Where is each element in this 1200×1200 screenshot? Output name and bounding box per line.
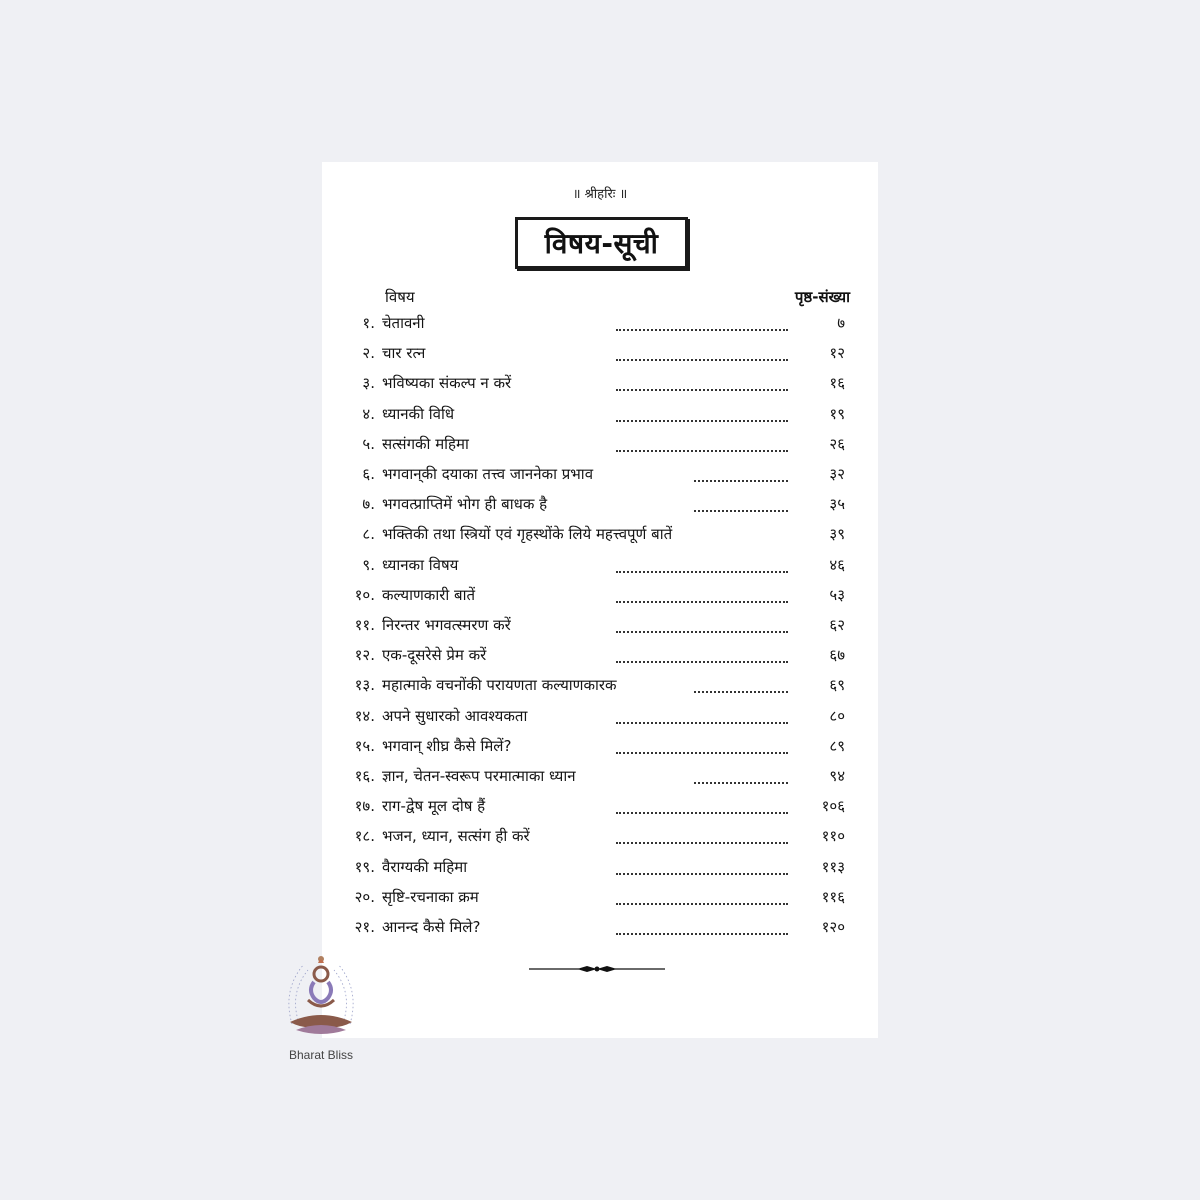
toc-topic: ज्ञान, चेतन-स्वरूप परमात्माका ध्यान [382,767,576,785]
toc-topic: ध्यानकी विधि [382,404,455,423]
toc-number: १३. [354,676,375,695]
divider-ornament [527,962,667,976]
toc-page-number: ६२ [829,616,845,634]
toc-topic: महात्माके वचनोंकी परायणता कल्याणकारक [382,676,617,695]
toc-page-number: ३५ [829,495,845,514]
toc-row [322,494,878,524]
toc-number: ३. [362,374,375,393]
leader-dots [616,315,788,331]
toc-topic: भगवत्प्राप्तिमें भोग ही बाधक है [382,495,548,514]
toc-page-number: ११० [821,827,845,846]
toc-topic: कल्याणकारी बातें [382,585,475,604]
toc-number: १४. [354,706,375,725]
toc-number: १५. [354,736,375,755]
toc-page-number: ८९ [829,736,845,755]
toc-number: २. [362,344,375,363]
toc-page-number: ६९ [829,676,845,695]
book-page [322,162,878,1038]
toc-number: १८. [354,827,375,846]
toc-row [322,343,878,373]
invocation: ॥ श्रीहरिः ॥ [572,187,628,202]
toc-topic: निरन्तर भगवत्स्मरण करें [382,616,511,634]
column-header-topic: विषय [385,288,415,306]
toc-number: ९. [362,555,375,574]
leader-dots [616,406,788,422]
toc-row [322,585,878,615]
toc-topic: चेतावनी [382,314,425,332]
toc-topic: अपने सुधारको आवश्यकता [382,706,528,725]
toc-topic: चार रत्न [382,344,426,363]
toc-number: १२. [354,646,375,665]
toc-page-number: १६ [829,374,845,393]
title-box [515,217,688,269]
leader-dots [616,919,788,935]
leader-dots [616,859,788,875]
toc-page-number: ४६ [829,555,845,574]
toc-row [322,857,878,887]
toc-number: १९. [354,857,375,876]
toc-page-number: ३२ [829,465,845,483]
toc-page-number: ८० [829,706,845,725]
toc-number: १६. [354,767,375,785]
page-title: विषय-सूची [544,227,659,260]
toc-row [322,464,878,494]
toc-number: १७. [354,797,375,816]
toc-page-number: १०६ [821,797,845,816]
toc-row [322,826,878,856]
leader-dots [694,768,788,784]
toc-page-number: ७ [837,314,845,332]
leader-dots [616,436,788,452]
toc-number: १. [362,314,375,332]
toc-topic: ध्यानका विषय [382,555,459,574]
toc-topic: भगवान्‌की दयाका तत्त्व जाननेका प्रभाव [382,465,594,483]
toc-page-number: २६ [829,434,845,453]
toc-page-number: १२ [829,344,845,363]
toc-page-number: ११३ [821,857,845,876]
toc-row [322,434,878,464]
toc-page-number: ५३ [829,585,845,604]
toc-row [322,887,878,917]
leader-dots [694,677,788,693]
brand-name: Bharat Bliss [288,1048,354,1062]
leader-dots [616,617,788,633]
toc-page-number: ११६ [821,887,845,906]
toc-number: १०. [354,585,375,604]
toc-topic: आनन्द कैसे मिले? [382,918,481,936]
meditating-figure-logo-icon [278,950,364,1046]
toc-topic: भक्तिकी तथा स्त्रियों एवं गृहस्थोंके लिये महत्त्वपूर्ण बातें [382,525,673,544]
leader-dots [616,375,788,391]
toc-topic: वैराग्यकी महिमा [382,857,468,876]
leader-dots [616,647,788,663]
toc-topic: भगवान् शीघ्र कैसे मिलें? [382,736,512,755]
toc-row [322,917,878,947]
leader-dots [616,708,788,724]
toc-topic: भजन, ध्यान, सत्संग ही करें [382,827,530,846]
leader-dots [616,738,788,754]
toc-row [322,796,878,826]
toc-row [322,555,878,585]
toc-row [322,706,878,736]
toc-page-number: ६७ [829,646,845,665]
toc-page-number: १२० [821,918,845,936]
toc-number: ६. [362,465,375,483]
leader-dots [616,345,788,361]
toc-topic: एक-दूसरेसे प्रेम करें [382,646,487,665]
toc-topic: सत्संगकी महिमा [382,434,469,453]
toc-number: २०. [354,887,375,906]
leader-dots [694,466,788,482]
toc-row [322,645,878,675]
leader-dots [694,496,788,512]
toc-row [322,766,878,796]
toc-row [322,373,878,403]
toc-number: ८. [362,525,375,544]
leader-dots [616,889,788,905]
toc-row [322,524,878,554]
leader-dots [616,587,788,603]
toc-page-number: ९४ [829,767,845,785]
toc-row [322,736,878,766]
toc-number: ७. [362,495,375,514]
toc-topic: भविष्यका संकल्प न करें [382,374,512,393]
toc-row [322,675,878,705]
toc-number: २१. [354,918,375,936]
leader-dots [616,557,788,573]
toc-number: ५. [362,434,375,453]
leader-dots [616,828,788,844]
toc-number: ११. [354,616,375,634]
leader-dots [616,798,788,814]
column-header-page: पृष्ठ-संख्या [794,288,850,306]
toc-topic: सृष्टि-रचनाका क्रम [382,887,479,906]
toc-row [322,313,878,343]
toc-number: ४. [362,404,375,423]
toc-row [322,615,878,645]
toc-page-number: ३९ [829,525,845,544]
toc-page-number: १९ [829,404,845,423]
toc-topic: राग-द्वेष मूल दोष हैं [382,797,486,816]
toc-row [322,404,878,434]
